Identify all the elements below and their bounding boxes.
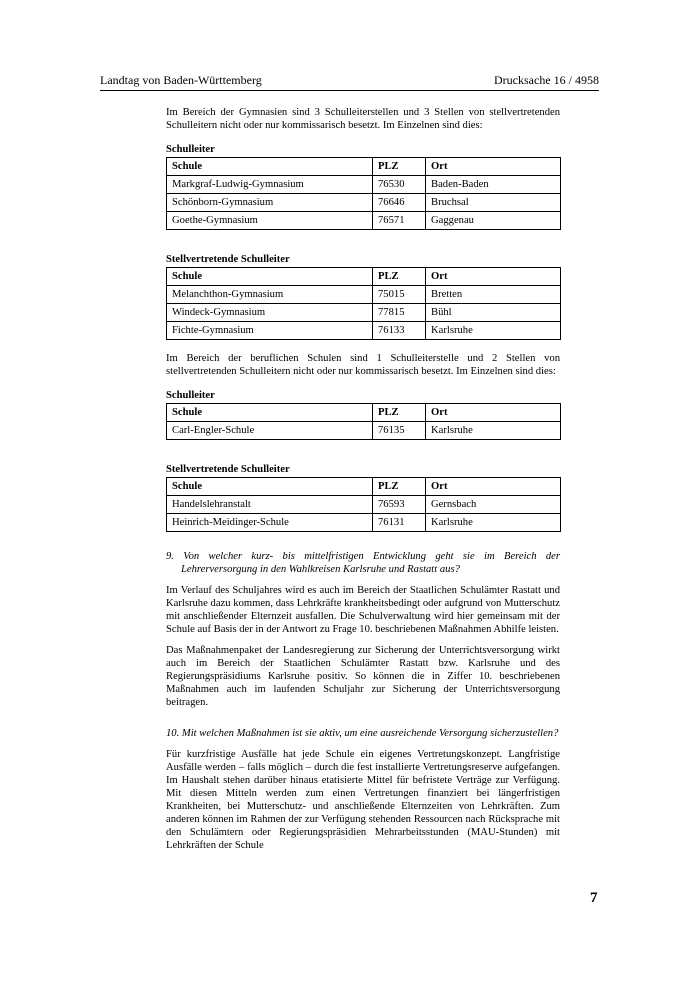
cell-city: Karlsruhe — [426, 322, 561, 340]
col-header-city: Ort — [426, 404, 561, 422]
cell-city: Karlsruhe — [426, 422, 561, 440]
col-header-city: Ort — [426, 158, 561, 176]
table-row — [167, 422, 561, 440]
section-label-gym-deputies: Stellvertretende Schulleiter — [166, 254, 290, 265]
cell-plz: 76530 — [373, 176, 426, 194]
col-header-plz: PLZ — [373, 268, 426, 286]
table-row — [167, 304, 561, 322]
table-gym-heads — [166, 157, 561, 230]
col-header-school: Schule — [167, 404, 373, 422]
cell-plz: 76646 — [373, 194, 426, 212]
section-label-voc-deputies: Stellvertretende Schulleiter — [166, 464, 290, 475]
col-header-plz: PLZ — [373, 404, 426, 422]
cell-city: Bruchsal — [426, 194, 561, 212]
table-gym-deputies — [166, 267, 561, 340]
col-header-city: Ort — [426, 268, 561, 286]
table-row — [167, 514, 561, 532]
answer-10-paragraph: Für kurzfristige Ausfälle hat jede Schule ein eigenes Vertretungskonzept. Langfristige Ausfälle werden – falls möglich – durch die fest installierte Vertretungsreserve aufgefangen. Im Haushalt stehen darüber hinaus etatisierte Mittel für befristete Verträge zur Verfügung. Mit diesen Mitteln werden zum einen Vertretungen finanziert bei längerfristigen Krankheiten, bei Mutterschutz- und anschließende Elternzeiten von Lehrkräften. Zum anderen können im Rahmen der zur Verfügung stehenden Ressourcen nach Rücksprache mit den Schulämtern oder Regierungspräsidien Mehrarbeitsstunden (MAU-Stunden) mit Lehrkräften der Schule — [166, 749, 560, 851]
section-label-gym-heads: Schulleiter — [166, 144, 215, 155]
cell-plz: 76571 — [373, 212, 426, 230]
table-row — [167, 176, 561, 194]
table-row — [167, 286, 561, 304]
col-header-plz: PLZ — [373, 158, 426, 176]
intro-berufliche-schulen: Im Bereich der beruflichen Schulen sind 1 Schulleiterstelle und 2 Stellen von stellvertretenden Schulleitern nicht oder nur kommissarisch besetzt. Im Einzelnen sind dies: — [166, 353, 560, 377]
cell-school: Windeck-Gymnasium — [167, 304, 373, 322]
section-label-voc-heads: Schulleiter — [166, 390, 215, 401]
page-header — [100, 70, 599, 91]
intro-gymnasien: Im Bereich der Gymnasien sind 3 Schulleiterstellen und 3 Stellen von stellvertretenden Schulleitern nicht oder nur kommissarisch besetzt. Im Einzelnen sind dies: — [166, 107, 560, 131]
table-header-row — [167, 268, 561, 286]
table-row — [167, 212, 561, 230]
cell-plz: 76131 — [373, 514, 426, 532]
cell-plz: 77815 — [373, 304, 426, 322]
col-header-school: Schule — [167, 268, 373, 286]
cell-city: Bretten — [426, 286, 561, 304]
question-10: 10. Mit welchen Maßnahmen ist sie aktiv, um eine ausreichende Versorgung sicherzustellen? — [166, 728, 559, 739]
table-header-row — [167, 404, 561, 422]
cell-city: Bühl — [426, 304, 561, 322]
cell-city: Gaggenau — [426, 212, 561, 230]
col-header-plz: PLZ — [373, 478, 426, 496]
header-right: Drucksache 16 / 4958 — [494, 73, 599, 87]
cell-school: Fichte-Gymnasium — [167, 322, 373, 340]
cell-school: Heinrich-Meidinger-Schule — [167, 514, 373, 532]
cell-school: Handelslehranstalt — [167, 496, 373, 514]
cell-city: Karlsruhe — [426, 514, 561, 532]
table-row — [167, 496, 561, 514]
cell-school: Schönborn-Gymnasium — [167, 194, 373, 212]
cell-school: Goethe-Gymnasium — [167, 212, 373, 230]
document-body — [166, 106, 560, 852]
cell-plz: 76135 — [373, 422, 426, 440]
answer-9-paragraph-2: Das Maßnahmenpaket der Landesregierung zur Sicherung der Unterrichtsversorgung wirkt auch im Bereich der Staatlichen Schulämter Rastatt bzw. Karlsruhe und des Regierungspräsidiums Karlsruhe positiv. So können die in Ziffer 10. beschriebenen Maßnahmen auch im laufenden Schuljahr zur Sicherung der Unterrichtsversorgung beitragen. — [166, 645, 560, 708]
header-left: Landtag von Baden-Württemberg — [100, 73, 262, 87]
col-header-city: Ort — [426, 478, 561, 496]
cell-city: Baden-Baden — [426, 176, 561, 194]
cell-plz: 76593 — [373, 496, 426, 514]
answer-9-paragraph-1: Im Verlauf des Schuljahres wird es auch im Bereich der Staatlichen Schulämter Rastatt und Karlsruhe dazu kommen, dass Lehrkräfte krankheitsbedingt oder aufgrund von Mutterschutz mit anschließender Elternzeit ausfallen. Die Schulverwaltung wird hier gemeinsam mit der Schule auf Basis der in der Antwort zu Frage 10. beschriebenen Maßnahmen Abhilfe leisten. — [166, 585, 560, 635]
cell-school: Melanchthon-Gymnasium — [167, 286, 373, 304]
table-row — [167, 194, 561, 212]
cell-city: Gernsbach — [426, 496, 561, 514]
table-voc-deputies — [166, 477, 561, 532]
table-voc-heads — [166, 403, 561, 440]
col-header-school: Schule — [167, 158, 373, 176]
col-header-school: Schule — [167, 478, 373, 496]
cell-plz: 76133 — [373, 322, 426, 340]
table-row — [167, 322, 561, 340]
table-header-row — [167, 478, 561, 496]
table-header-row — [167, 158, 561, 176]
page-number: 7 — [590, 890, 598, 906]
question-9: 9. Von welcher kurz- bis mittelfristigen Entwicklung geht sie im Bereich der Lehrerversorgung in den Wahlkreisen Karlsruhe und Rastatt aus? — [166, 551, 560, 575]
cell-school: Carl-Engler-Schule — [167, 422, 373, 440]
cell-plz: 75015 — [373, 286, 426, 304]
cell-school: Markgraf-Ludwig-Gymnasium — [167, 176, 373, 194]
